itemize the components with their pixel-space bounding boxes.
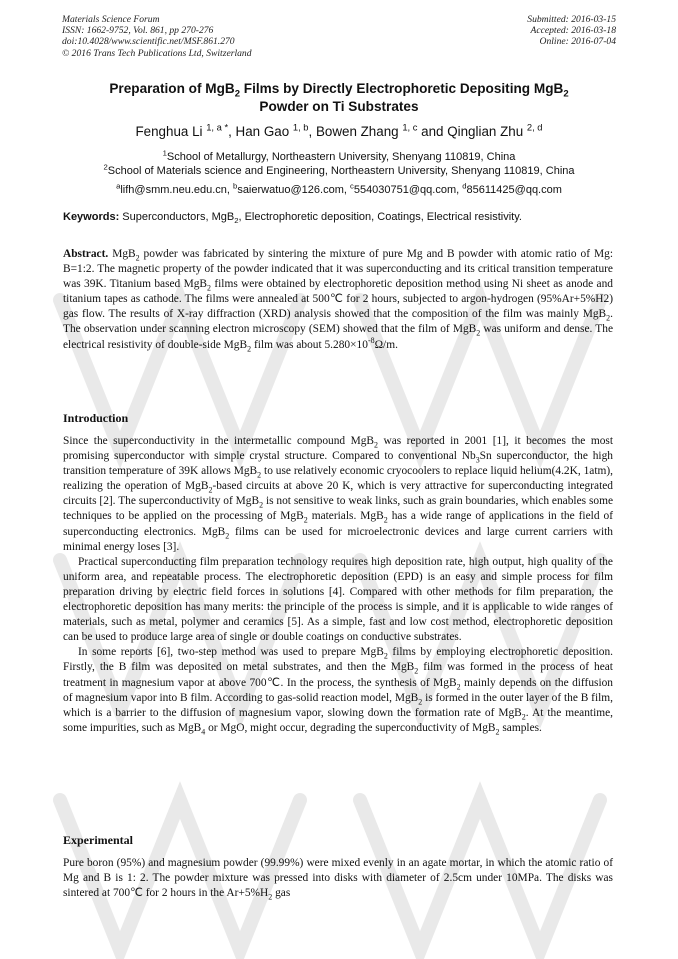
email-link[interactable]: 554030751@qq.com,	[353, 184, 463, 196]
keywords: Keywords: Superconductors, MgB$_2$, Electrophoretic deposition, Coatings, Electrical resistivity.	[63, 211, 522, 226]
author-list: Fenghua Li $^{1, a *}$, Han Gao $^{1, b}$, Bowen Zhang $^{1, c}$ and Qinglian Zhu $^{2, d}$	[135, 122, 543, 139]
paper-title: Preparation of MgB$_2$ Films by Directly Electrophoretic Depositing MgB$_2$ Powder on Ti Substrates	[109, 81, 569, 114]
journal-header-right	[527, 14, 616, 48]
introduction-paragraph-2: Practical superconducting film preparation technology requires high deposition rate, high output, high quality of the uniform area, and repeatable process. The electrophoretic deposition (EPD) is an easy and simple process for film preparation driving by electric field forces in solutions [4]. Compared with other methods for film preparation, the electrophoretic deposition has many merits: the principle of the process is simple, and it is applicable to wide ranges of materials, such as metal, polymer and ceramics [5]. As a simple, fast and low cost method, electrophoretic deposition can be used to produce large area of single or double coatings on conductive substrates.	[63, 555, 613, 644]
section-heading-experimental: Experimental	[63, 833, 133, 847]
introduction-paragraph-3: In some reports [6], two-step method was used to prepare MgB$_2$ films by employing electrophoretic deposition. Firstly, the B film was deposited on metal substrates, and then the MgB$_2$ film was formed in the process of heat treatment in magnesium vapor at above 700℃. In the process, the synthesis of MgB$_2$ mainly depends on the diffusion of magnesium vapor into B film. According to gas-solid reaction model, MgB$_2$ is formed in the outer layer of the B film, which is a barrier to the diffusion of magnesium vapor, slowing down the formation rate of MgB$_2$. At the meantime, some impurities, such as MgB$_4$ or MgO, might occur, degrading the superconductivity of MgB$_2$ samples.	[63, 646, 614, 737]
journal-name: Materials Science Forum	[62, 14, 160, 25]
affiliation-2: $^2$School of Materials science and Engineering, Northeastern University, Shenyang 110819, China	[103, 162, 575, 177]
abstract: Abstract. MgB$_2$ powder was fabricated by sintering the mixture of pure Mg and B powder with atomic ratio of Mg: B=1:2. The magnetic property of the powder indicated that it was superconducting and its critical transition temperature was 39K. Titanium based MgB$_2$ films were obtained by electrophoretic deposition method using Ni sheet as anode and titanium tapes as cathode. The films were annealed at 500℃ for 2 hours, subjected to argon-hydrogen (95%Ar+5%H2) gas flow. The results of X-ray diffraction (XRD) analysis showed that the composition of the film was mainly MgB$_2$. The observation under scanning electron microscopy (SEM) showed that the film of MgB$_2$ was uniform and dense. The electrical resistivity of double-side MgB$_2$ film was about $5.280\times 10^{-8}\Omega/m$.	[63, 248, 614, 353]
section-heading-introduction: Introduction	[63, 411, 129, 425]
email-link[interactable]: lifh@smm.neu.edu.cn,	[120, 184, 234, 196]
author-emails: $^a$lifh@smm.neu.edu.cn, $^b$saierwatuo@126.com, $^c$554030751@qq.com, $^d$85611425@qq.com	[116, 181, 562, 196]
journal-header-left	[62, 14, 252, 59]
submitted-date: Submitted: 2016-03-15	[527, 14, 616, 25]
abstract-label: Abstract.	[63, 248, 109, 260]
experimental-paragraph-1: Pure boron (95%) and magnesium powder (99.99%) were mixed evenly in an agate mortar, in which the atomic ratio of Mg and B is 1: 2. The powder mixture was pressed into disks with diameter of 2.5cm under 10MPa. The disks was sintered at 700℃ for 2 hours in the $Ar+5\%H_2$ gas	[63, 857, 613, 902]
keywords-label: Keywords:	[63, 211, 120, 223]
introduction-paragraph-1: Since the superconductivity in the intermetallic compound MgB$_2$ was reported in 2001 [1], it becomes the most promising superconductor with simple crystal structure. Compared to conventional $Nb_3Sn$ superconductor, the high transition temperature of 39K allows MgB$_2$ to use relatively economic cryocoolers to replace liquid helium(4.2K, 1atm), realizing the operation of MgB$_2$-based circuits at above 20 K, which is very attractive for superconducting integrated circuits [2]. The superconductivity of MgB$_2$ is not sensitive to weak links, such as grain boundaries, which enables some techniques to be applied on the processing of MgB$_2$ materials. MgB$_2$ has a wide range of applications in the field of superconducting electronics. MgB$_2$ films can be used for microelectronic devices and large current carriers with minimal energy loses [3].	[63, 435, 614, 553]
accepted-date: Accepted: 2016-03-18	[530, 25, 616, 37]
journal-copyright: © 2016 Trans Tech Publications Ltd, Switzerland	[62, 47, 252, 59]
introduction-body	[63, 434, 613, 736]
online-date: Online: 2016-07-04	[539, 36, 616, 48]
affiliation-1: $^1$School of Metallurgy, Northeastern University, Shenyang 110819, China	[162, 148, 516, 163]
experimental-body	[63, 856, 613, 901]
journal-issn: ISSN: 1662-9752, Vol. 861, pp 270-276	[62, 25, 214, 37]
email-link[interactable]: saierwatuo@126.com,	[237, 184, 350, 196]
email-link[interactable]: 85611425@qq.com	[466, 184, 562, 196]
journal-doi: doi:10.4028/www.scientific.net/MSF.861.270	[62, 36, 235, 48]
